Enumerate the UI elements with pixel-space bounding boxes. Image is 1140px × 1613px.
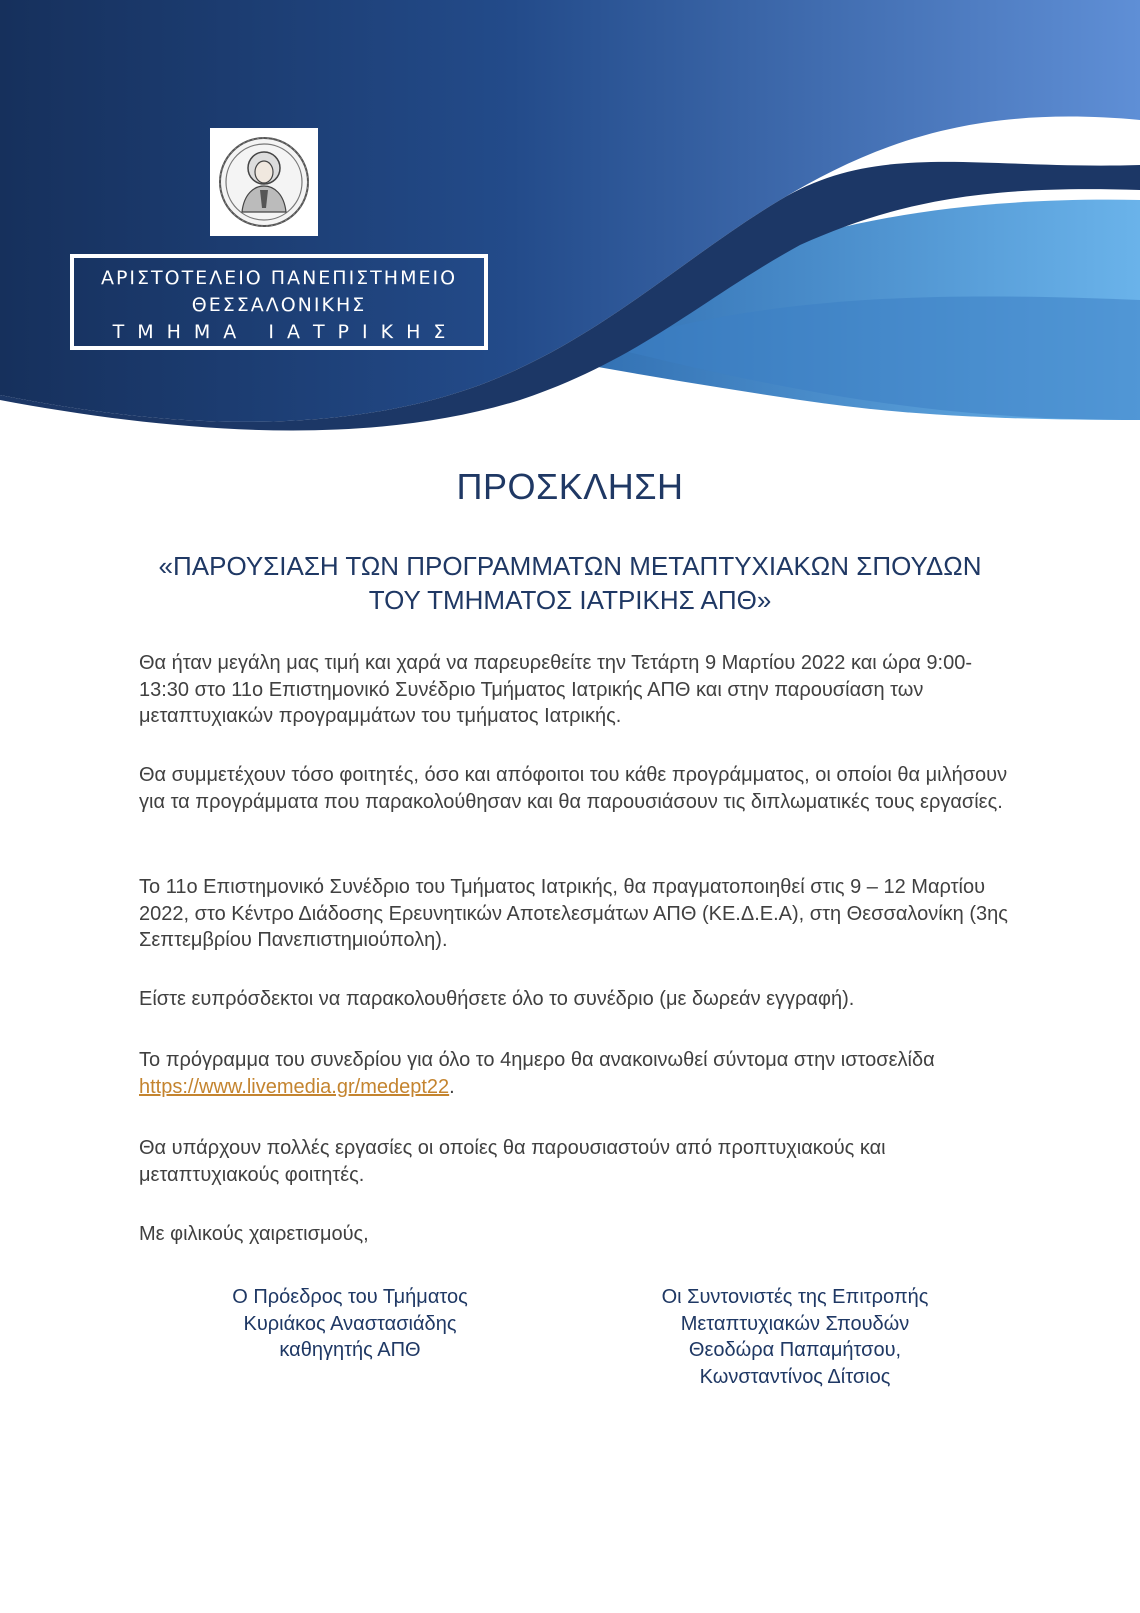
paragraph-program (139, 1047, 1019, 1100)
signature-president (190, 1284, 510, 1364)
university-name-line2: ΘΕΣΣΑΛΟΝΙΚΗΣ (191, 294, 367, 316)
signature-right-line1: Οι Συντονιστές της Επιτροπής (661, 1286, 929, 1308)
paragraph-invitation: Θα ήταν μεγάλη μας τιμή και χαρά να παρευρεθείτε την Τετάρτη 9 Μαρτίου 2022 και ώρα 9:00-13:30 στο 11ο Επιστημονικό Συνέδριο Τμήματος Ιατρικής ΑΠΘ και στην παρουσίαση των μεταπτυχιακών προγραμμάτων του τμήματος Ιατρικής. (139, 652, 972, 727)
paragraph-welcome: Είστε ευπρόσδεκτοι να παρακολουθήσετε όλο το συνέδριο (με δωρεάν εγγραφή). (139, 988, 855, 1010)
document-subtitle (100, 549, 1040, 617)
closing-greeting: Με φιλικούς χαιρετισμούς, (139, 1223, 369, 1245)
university-seal (210, 128, 318, 236)
signature-right-line4: Κωνσταντίνος Δίτσιος (699, 1365, 891, 1388)
department-name: ΤΜΗΜΑ ΙΑΤΡΙΚΗΣ (112, 321, 459, 343)
program-end: . (449, 1075, 455, 1098)
document-title: ΠΡΟΣΚΛΗΣΗ (456, 466, 684, 507)
paragraph-conference-details: Το 11ο Επιστημονικό Συνέδριο του Τμήματος Ιατρικής, θα πραγματοποιηθεί στις 9 – 12 Μαρτίου 2022, στο Κέντρο Διάδοσης Ερευνητικών Αποτελεσμάτων ΑΠΘ (ΚΕ.Δ.Ε.Α), στη Θεσσαλονίκη (3ης Σεπτεμβρίου Πανεπιστημιούπολη). (139, 876, 1008, 951)
header-wave-banner (0, 0, 1140, 440)
signature-left-line3: καθηγητής ΑΠΘ (279, 1339, 421, 1361)
signature-right-line2: Μεταπτυχιακών Σπουδών (680, 1312, 910, 1335)
university-seal-icon (210, 128, 318, 236)
signature-coordinators (620, 1284, 970, 1390)
paragraph-participants: Θα συμμετέχουν τόσο φοιτητές, όσο και απόφοιτοι του κάθε προγράμματος, οι οποίοι θα μιλήσουν για τα προγράμματα που παρακολούθησαν και θα παρουσιάσουν τις διπλωματικές τους εργασίες. (139, 764, 1008, 813)
signature-left-line1: Ο Πρόεδρος του Τμήματος (232, 1286, 468, 1308)
university-name-box (70, 254, 488, 350)
paragraph-presentations: Θα υπάρχουν πολλές εργασίες οι οποίες θα παρουσιαστούν από προπτυχιακούς και μεταπτυχιακούς φοιτητές. (139, 1137, 886, 1186)
subtitle-line2: ΤΟΥ ΤΜΗΜΑΤΟΣ ΙΑΤΡΙΚΗΣ ΑΠΘ» (368, 585, 772, 615)
signature-left-line2: Κυριάκος Αναστασιάδης (243, 1312, 457, 1335)
subtitle-line1: «ΠΑΡΟΥΣΙΑΣΗ ΤΩΝ ΠΡΟΓΡΑΜΜΑΤΩΝ ΜΕΤΑΠΤΥΧΙΑΚΩΝ ΣΠΟΥΔΩΝ (158, 551, 982, 581)
university-name-line1: ΑΡΙΣΤΟΤΕΛΕΙΟ ΠΑΝΕΠΙΣΤΗΜΕΙΟ (100, 267, 458, 289)
signature-right-line3: Θεοδώρα Παπαμήτσου, (688, 1339, 902, 1361)
conference-website-link[interactable]: https://www.livemedia.gr/medept22 (139, 1075, 450, 1098)
program-text: Το πρόγραμμα του συνεδρίου για όλο το 4ημερο θα ανακοινωθεί σύντομα στην ιστοσελίδα (139, 1049, 935, 1071)
